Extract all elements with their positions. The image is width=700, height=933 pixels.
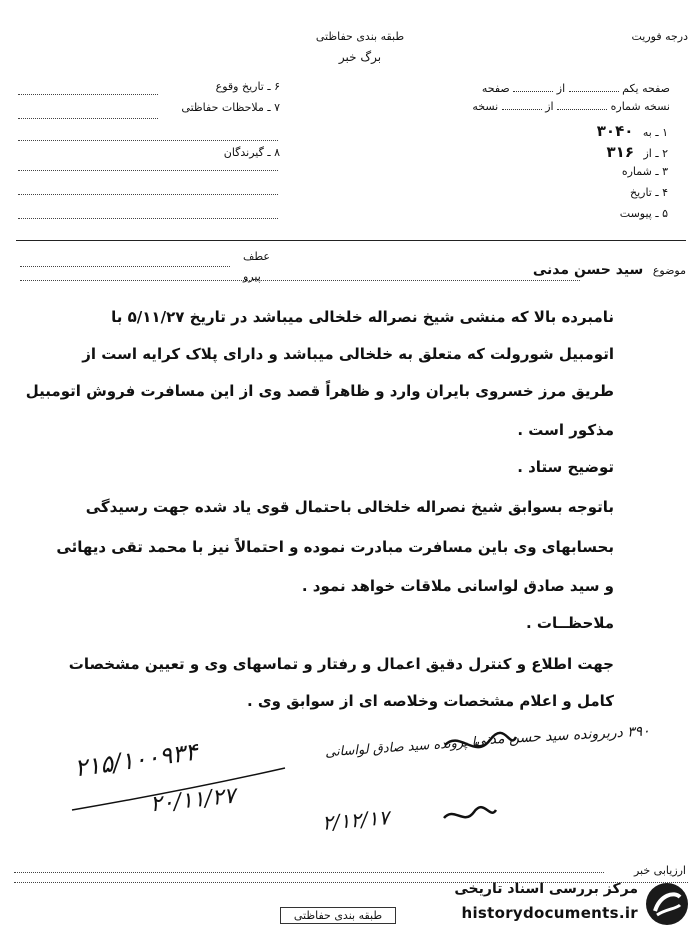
body-line: بحسابهای وی باین مسافرت مبادرت نموده و احتمالاً نیز با محمد تقی دیهائی bbox=[56, 538, 614, 556]
underline-mark bbox=[70, 760, 290, 820]
handwritten-date-2: ۲/۱۲/۱۷ bbox=[321, 805, 391, 835]
field-date: ۴ ـ تاریخ bbox=[629, 186, 668, 199]
follow-up-label: پیرو bbox=[243, 270, 261, 283]
field-to: ۱ ـ به ۳۰۴۰ bbox=[596, 122, 668, 140]
handwritten-note-file: ۳۹۰ دربرونده سید حسن مدنی bbox=[473, 723, 651, 749]
evaluation-label: ارزیابی خبر bbox=[633, 864, 686, 877]
handwritten-number: ۲۱۵/۱۰۰۹۳۴ bbox=[72, 737, 200, 783]
section-heading: ملاحظــات . bbox=[526, 614, 614, 632]
header-divider bbox=[16, 240, 686, 241]
archive-logo-icon bbox=[644, 881, 690, 927]
field-security-notes: ۷ ـ ملاحظات حفاظتی bbox=[181, 101, 280, 114]
reference-label: عطف bbox=[243, 250, 270, 263]
body-line: اتومبیل شورولت که متعلق به خلخالی میباشد و دارای پلاک کرایه است از bbox=[82, 345, 614, 363]
body-line: کامل و اعلام مشخصات وخلاصه ای از سوابق وی . bbox=[247, 692, 614, 710]
handwritten-note-file-2: با پرونده سید صادق لواسانی bbox=[325, 734, 481, 761]
body-line: باتوجه بسوابق شیخ نصراله خلخالی باحتمال قوی یاد شده جهت رسیدگی bbox=[85, 498, 614, 516]
body-line: طریق مرز خسروی بایران وارد و ظاهراً قصد وی از این مسافرت فروش اتومبیل bbox=[25, 382, 614, 400]
watermark-title: مرکز بررسی اسناد تاریخی bbox=[454, 881, 638, 897]
signature-mark bbox=[440, 800, 500, 830]
subject-value: سید حسن مدنی bbox=[532, 262, 644, 278]
field-from: ۲ ـ از ۳۱۶ bbox=[606, 143, 668, 161]
handwritten-date-1: ۲۰/۱۱/۲۷ bbox=[148, 783, 237, 818]
watermark bbox=[418, 881, 690, 925]
field-number: ۳ ـ شماره bbox=[621, 165, 668, 178]
field-event-date: ۶ ـ تاریخ وقوع bbox=[215, 80, 280, 93]
copy-field: نسخه شماره از نسخه bbox=[472, 100, 670, 113]
body-line: نامبرده بالا که منشی شیخ نصراله خلخالی میباشد در تاریخ ۵/۱۱/۲۷ با bbox=[111, 308, 614, 326]
classification-bottom: طبقه بندی حفاظتی bbox=[280, 907, 396, 924]
field-attachment: ۵ ـ پیوست bbox=[619, 207, 668, 220]
page-field: صفحه یکم از صفحه bbox=[481, 82, 670, 95]
body-line: جهت اطلاع و کنترل دقیق اعمال و رفتار و تماسهای وی و تعیین مشخصات bbox=[68, 655, 614, 673]
priority-label: درجه فوریت bbox=[631, 30, 688, 43]
section-heading: توضیح ستاد . bbox=[517, 458, 614, 476]
form-title: برگ خبر bbox=[338, 50, 382, 64]
signature-mark bbox=[440, 725, 520, 765]
body-line: و سید صادق لواسانی ملاقات خواهد نمود . bbox=[301, 577, 614, 595]
subject-line: موضوع سید حسن مدنی bbox=[532, 262, 686, 278]
field-recipients: ۸ ـ گیرندگان bbox=[223, 146, 280, 159]
watermark-url: historydocuments.ir bbox=[461, 904, 638, 922]
classification-top: طبقه بندی حفاظتی bbox=[315, 30, 405, 43]
body-line: مذکور است . bbox=[517, 421, 614, 439]
